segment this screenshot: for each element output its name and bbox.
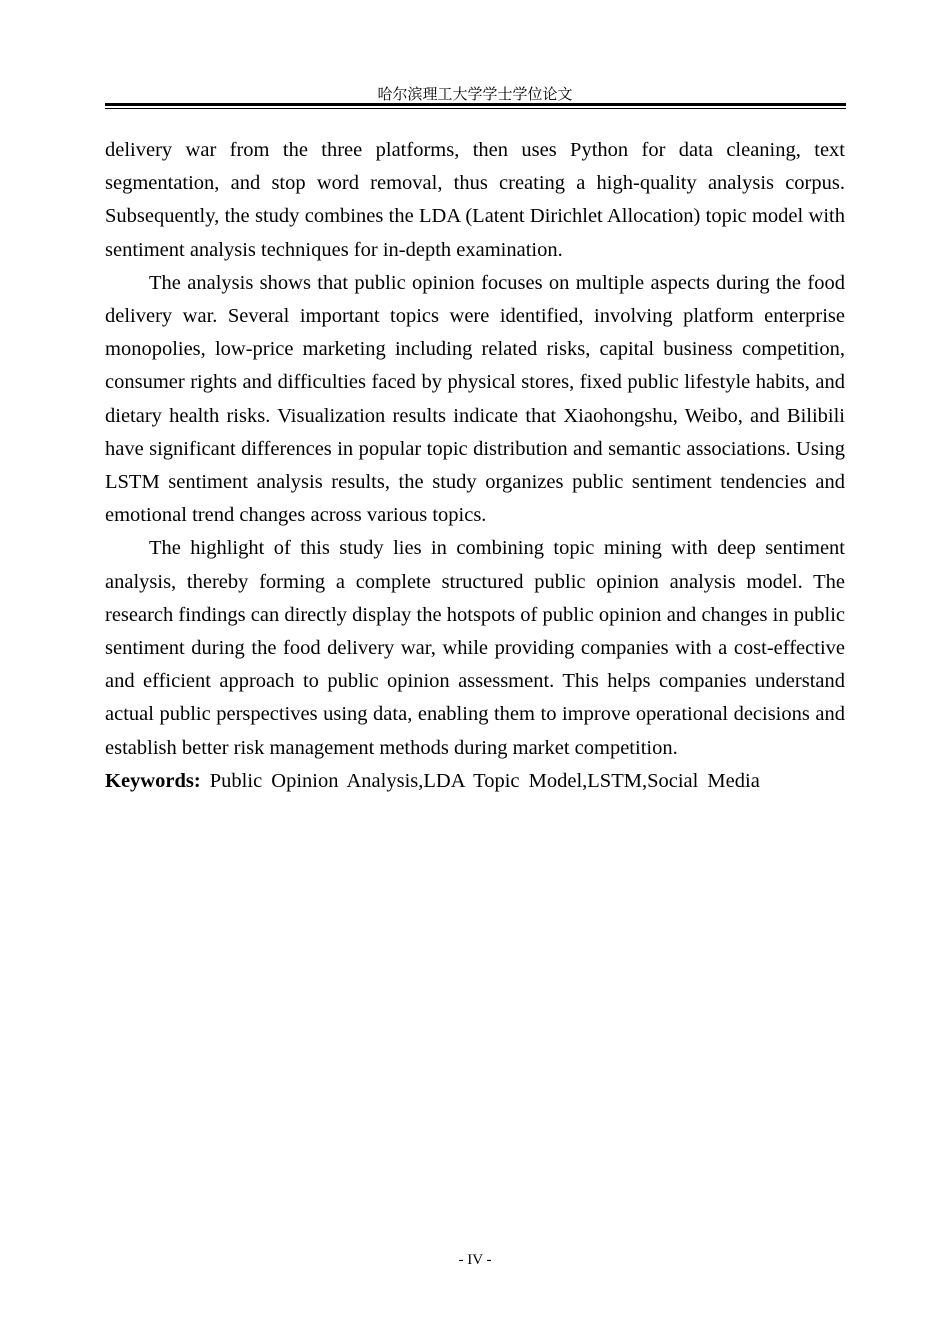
header-rule-thin (105, 108, 846, 109)
paragraph-analysis: The analysis shows that public opinion focuses on multiple aspects during the food delivery war. Several important topics were identified, involving platform enterprise monopolies, low-price marketing including related risks, capital business competition, consumer rights and difficulties faced by physical stores, fixed public lifestyle habits, and dietary health risks. Visualization results indicate that Xiaohongshu, Weibo, and Bilibili have significant differences in popular topic distribution and semantic associations. Using LSTM sentiment analysis results, the study organizes public sentiment tendencies and emotional trend changes across various topics. (105, 271, 845, 527)
paragraph-highlight: The highlight of this study lies in combining topic mining with deep sentiment analysis, thereby forming a complete structured public opinion analysis model. The research findings can directly display the hotspots of public opinion and changes in public sentiment during the food delivery war, while providing companies with a cost-effective and efficient approach to public opinion assessment. This helps companies understand actual public perspectives using data, enabling them to improve operational decisions and establish better risk management methods during market competition. (105, 537, 845, 759)
keywords-label: Keywords: (105, 769, 201, 792)
keywords-value: Public Opinion Analysis,LDA Topic Model,LSTM,Social Media (209, 769, 760, 792)
page-number: - IV - (458, 1252, 492, 1268)
paragraph-continuation: delivery war from the three platforms, then uses Python for data cleaning, text segmentation, and stop word removal, thus creating a high-quality analysis corpus. Subsequently, the study combines the LDA (Latent Dirichlet Allocation) topic model with sentiment analysis techniques for in-depth examination. (105, 139, 845, 261)
header-rule-thick (105, 103, 846, 106)
keywords-line (105, 765, 845, 798)
abstract-body (105, 134, 845, 798)
running-header-title: 哈尔滨理工大学学士学位论文 (377, 85, 573, 103)
